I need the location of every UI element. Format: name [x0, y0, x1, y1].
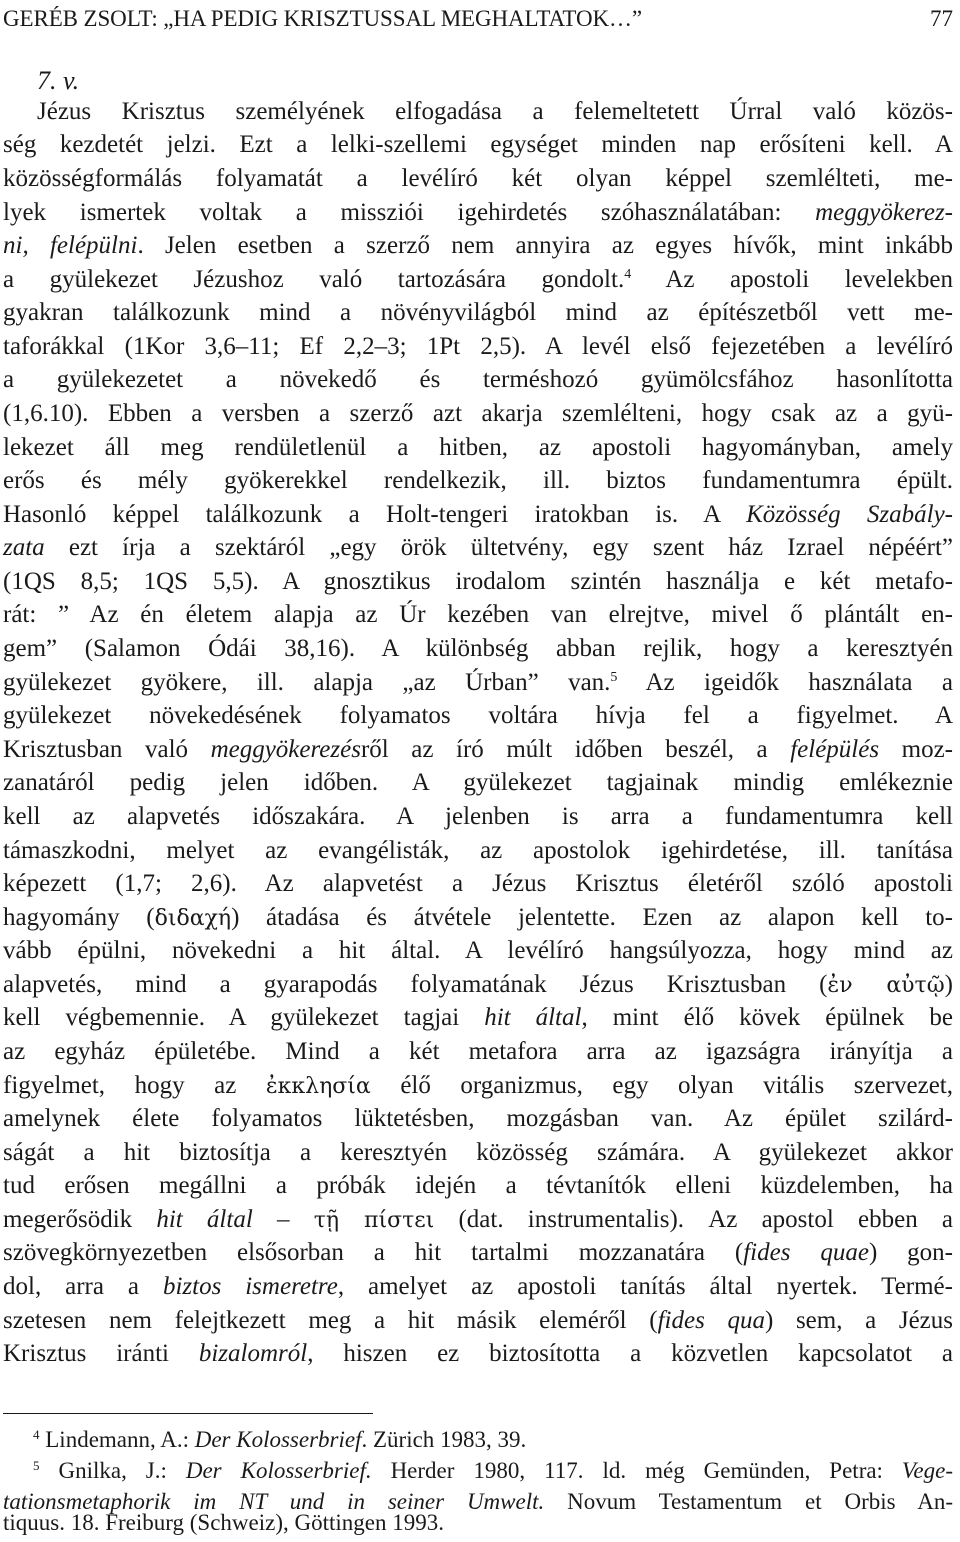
body-line: az egyház épületébe. Mind a két metafora arra az igazságra irányítja a [3, 1038, 953, 1065]
page-number: 77 [930, 6, 953, 31]
body-line: lekezet áll meg rendületlenül a hitben, az apostoli hagyományban, amely [3, 434, 953, 461]
body-line: kell az alapvetés időszakára. A jelenben is arra a fundamentumra kell [3, 803, 953, 830]
body-line: (1,6.10). Ebben a versben a szerző azt akarja szemlélteni, hogy csak az a gyü- [3, 400, 953, 427]
greek-term: διδαχή [154, 906, 232, 931]
greek-term: τῇ πίστει [313, 1208, 435, 1233]
footnote-5-line: tiquus. 18. Freiburg (Schweiz), Göttingen 1993. [3, 1510, 444, 1535]
body-line: alapvetés, mind a gyarapodás folyamatának Jézus Krisztusban (ἐν αὐτῷ) [3, 971, 953, 998]
footnote-ref-5: 5 [610, 670, 618, 685]
body-line: taforákkal (1Kor 3,6–11; Ef 2,2–3; 1Pt 2,5). A levél első fejezetében a levélíró [3, 333, 953, 360]
greek-term: ἐκκλησία [265, 1074, 371, 1099]
greek-term: ἐν αὐτῷ [827, 973, 945, 998]
body-line: dol, arra a biztos ismeretre, amelyet az apostoli tanítás által nyertek. Termé- [3, 1273, 953, 1300]
body-line: megerősödik hit által – τῇ πίστει (dat. instrumentalis). Az apostol ebben a [3, 1206, 953, 1233]
body-line: (1QS 8,5; 1QS 5,5). A gnosztikus irodalom szintén használja e két metafo- [3, 568, 953, 595]
body-line: Jézus Krisztus személyének elfogadása a felemeltetett Úrral való közös- [37, 98, 953, 125]
body-line: gyülekezet gyökere, ill. alapja „az Úrban” van.$^5$ Az igeidők használata a [3, 669, 953, 696]
body-line: képezett (1,7; 2,6). Az alapvetést a Jézus Krisztus életéről szóló apostoli [3, 870, 953, 897]
body-line: erős és mély gyökerekkel rendelkezik, ill. biztos fundamentumra épült. [3, 467, 953, 494]
running-header [3, 4, 953, 34]
footnote-5: $^5$ Gnilka, J.: Der Kolosserbrief. Herder 1980, 117. ld. még Gemünden, Petra: Vege- [33, 1458, 953, 1483]
body-line: figyelmet, hogy az ἐκκλησία élő organizmus, egy olyan vitális szervezet, [3, 1072, 953, 1099]
body-line: közösségformálás folyamatát a levélíró két olyan képpel szemlélteti, me- [3, 165, 953, 192]
body-line: amelynek élete folyamatos lüktetésben, mozgásban van. Az épület szilárd- [3, 1105, 953, 1132]
footnote-divider [3, 1413, 373, 1414]
section-label: 7. v. [37, 66, 80, 95]
running-title: GERÉB ZSOLT: „HA PEDIG KRISZTUSSAL MEGHALTATOK…” [3, 6, 642, 31]
body-line: szövegkörnyezetben elsősorban a hit tartalmi mozzanatára (fides quae) gon- [3, 1239, 953, 1266]
body-line: ságát a hit biztosítja a keresztyén közösség számára. A gyülekezet akkor [3, 1139, 953, 1166]
footnote-ref-4: 4 [624, 267, 632, 282]
body-line: gem” (Salamon Ódái 38,16). A különbség abban rejlik, hogy a keresztyén [3, 635, 953, 662]
body-line: ség kezdetét jelzi. Ezt a lelki-szellemi egységet minden nap erősíteni kell. A [3, 131, 953, 158]
body-line: gyülekezet növekedésének folyamatos voltára hívja fel a figyelmet. A [3, 702, 953, 729]
body-line: gyakran találkozunk mind a növényvilágból mind az építészetből vett me- [3, 299, 953, 326]
body-line: szetesen nem felejtkezett meg a hit másik eleméről (fides qua) sem, a Jézus [3, 1307, 954, 1334]
body-line: tud erősen megállni a próbák idején a tévtanítók elleni küzdelemben, ha [3, 1172, 953, 1199]
body-line: ni, felépülni. Jelen esetben a szerző nem annyira az egyes hívők, mint inkább [3, 232, 954, 259]
footnote-5-line: tationsmetaphorik im NT und in seiner Umwelt. Novum Testamentum et Orbis An- [3, 1489, 953, 1514]
footnote-4: $^4$ Lindemann, A.: Der Kolosserbrief. Zürich 1983, 39. [33, 1427, 527, 1452]
body-line: Krisztus iránti bizalomról, hiszen ez biztosította a közvetlen kapcsolatot a [3, 1340, 953, 1367]
body-line: Krisztusban való meggyökerezésről az író múlt időben beszél, a felépülés moz- [3, 736, 953, 763]
body-line: rát: ” Az én életem alapja az Úr kezében van elrejtve, mivel ő plántált en- [3, 601, 953, 628]
body-line: zanatáról pedig jelen időben. A gyülekezet tagjainak mindig emlékeznie [3, 769, 953, 796]
body-line: vább épülni, növekedni a hit által. A levélíró hangsúlyozza, hogy mind az [3, 937, 953, 964]
body-line: a gyülekezetet a növekedő és terméshozó gyümölcsfához hasonlította [3, 366, 953, 393]
body-line: Hasonló képpel találkozunk a Holt-tengeri iratokban is. A Közösség Szabály- [3, 501, 953, 528]
body-line: zata ezt írja a szektáról „egy örök ültetvény, egy szent ház Izrael népéért” [3, 534, 953, 561]
body-line: kell végbemennie. A gyülekezet tagjai hit által, mint élő kövek épülnek be [3, 1004, 953, 1031]
body-line: a gyülekezet Jézushoz való tartozására gondolt.$^4$ Az apostoli levelekben [3, 266, 953, 293]
body-line: támaszkodni, melyet az evangélisták, az apostolok igehirdetése, ill. tanítása [3, 837, 953, 864]
body-line: lyek ismertek voltak a missziói igehirdetés szóhasználatában: meggyökerez- [3, 199, 953, 226]
body-line: hagyomány (διδαχή) átadása és átvétele jelentette. Ezen az alapon kell to- [3, 904, 953, 931]
